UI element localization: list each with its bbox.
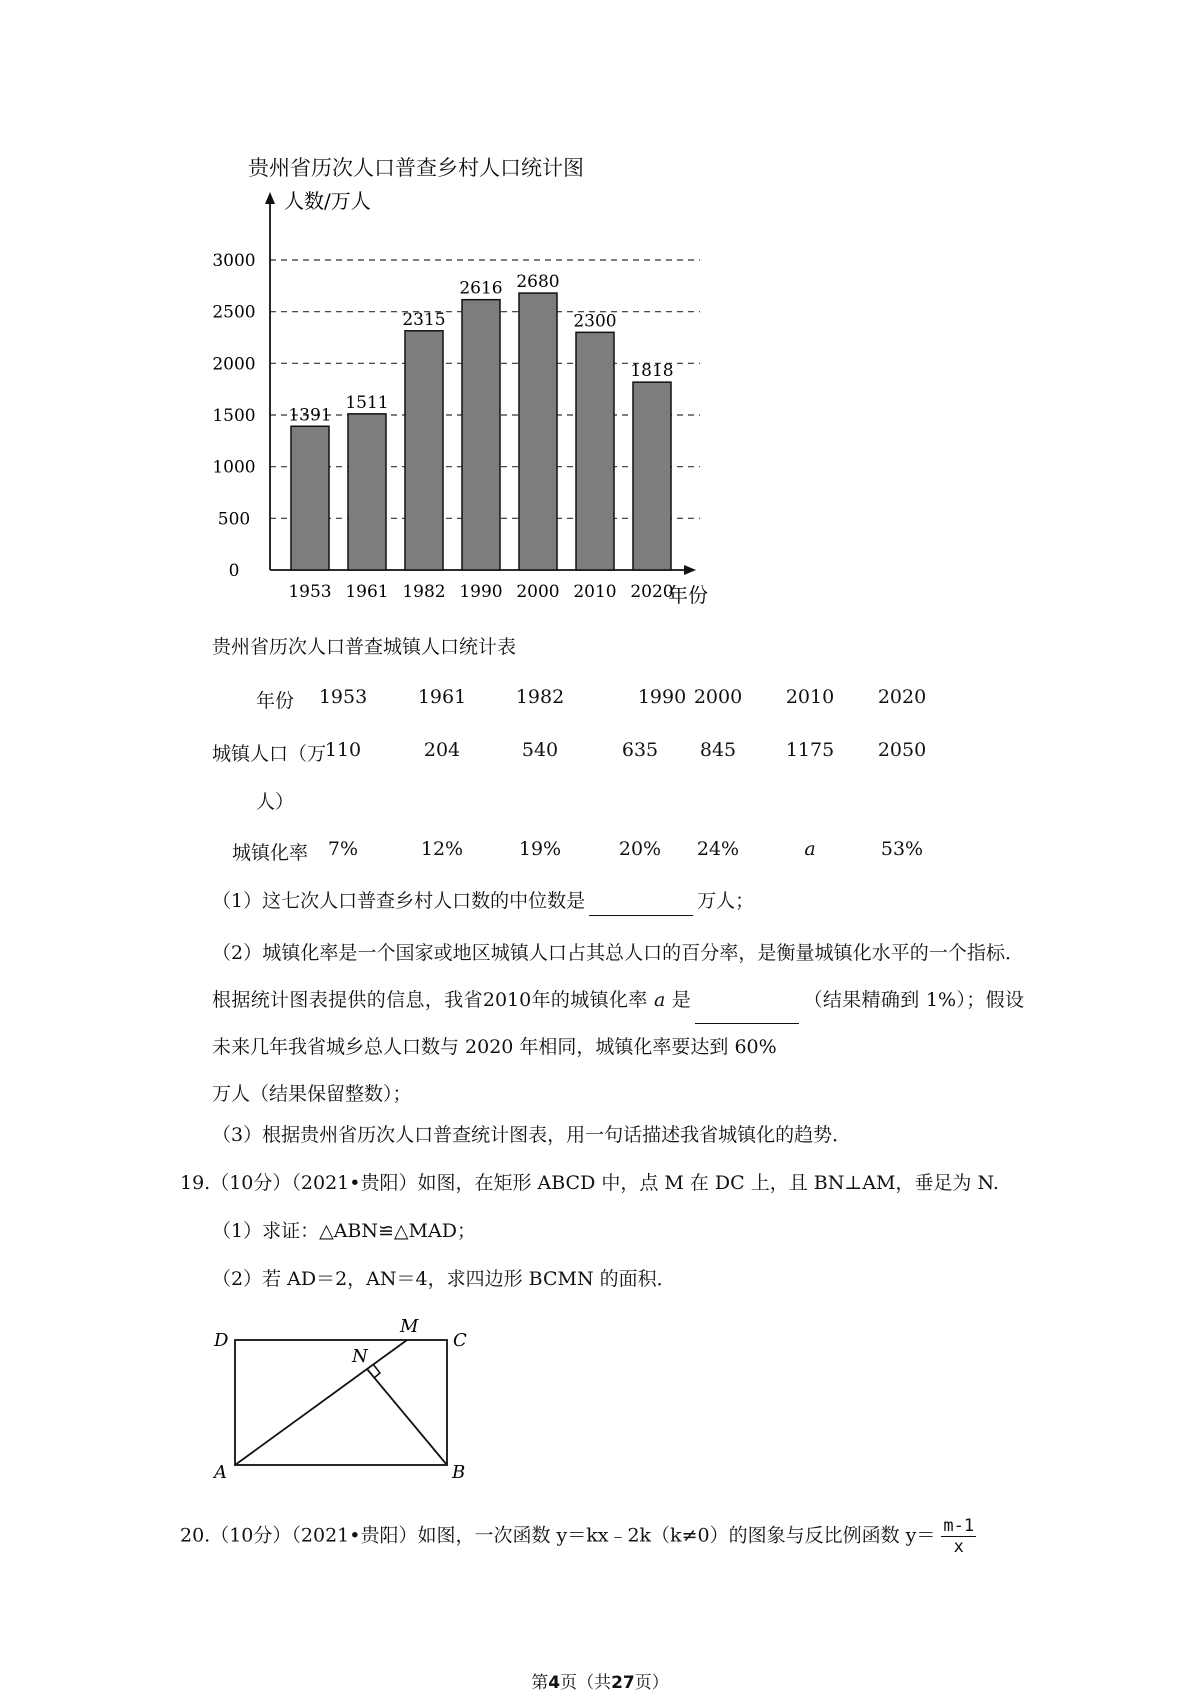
label-a: A bbox=[214, 1462, 227, 1480]
x-tick-label: 2020 bbox=[630, 582, 674, 602]
segment-am bbox=[235, 1340, 407, 1465]
y-tick-label: 3000 bbox=[212, 251, 256, 271]
fraction-denominator: x bbox=[953, 1537, 964, 1557]
year-cell: 1982 bbox=[515, 686, 565, 708]
urban-label-line2: 人） bbox=[256, 791, 295, 813]
bar-value-label: 2315 bbox=[402, 309, 446, 330]
chart-title: 贵州省历次人口普查乡村人口统计图 bbox=[248, 156, 584, 180]
q19-part1: （1）求证：△ABN≌△MAD； bbox=[212, 1220, 476, 1242]
q18-part2-text4: 万人（结果保留整数）； bbox=[212, 1083, 412, 1105]
q19-number: 19. bbox=[180, 1172, 211, 1194]
year-cell: 1953 bbox=[318, 686, 368, 708]
q18-part3: （3）根据贵州省历次人口普查统计图表，用一句话描述我省城镇化的趋势． bbox=[212, 1124, 852, 1146]
footer-post: 页） bbox=[634, 1673, 669, 1693]
page-footer bbox=[0, 1668, 1200, 1693]
bar bbox=[348, 414, 386, 570]
label-n: N bbox=[352, 1346, 368, 1367]
bar-value-label: 1511 bbox=[345, 392, 389, 413]
rate-label: 城镇化率 bbox=[232, 842, 309, 864]
rate-cell: 19% bbox=[518, 838, 562, 860]
rate-cell: 24% bbox=[696, 838, 740, 860]
label-b: B bbox=[452, 1462, 466, 1480]
x-tick-label: 1953 bbox=[288, 582, 332, 602]
x-tick-label: 2000 bbox=[516, 582, 560, 602]
bar bbox=[519, 293, 557, 570]
bar-value-label: 1391 bbox=[288, 405, 332, 426]
y-axis-arrow bbox=[265, 192, 275, 204]
footer-mid: 页（共 bbox=[560, 1673, 612, 1693]
y-tick-label: 1000 bbox=[212, 457, 256, 478]
bar bbox=[462, 300, 500, 570]
y-tick-label: 0 bbox=[228, 561, 240, 581]
answer-blank-1 bbox=[589, 895, 693, 916]
urban-label-line1: 城镇人口（万 bbox=[212, 743, 327, 765]
urban-cell: 845 bbox=[699, 739, 737, 761]
y-axis-label: 人数/万人 bbox=[284, 190, 371, 213]
q18-part1-text: （1）这七次人口普查乡村人口数的中位数是 bbox=[212, 890, 586, 912]
fraction bbox=[941, 1516, 976, 1557]
urban-cell: 635 bbox=[621, 739, 659, 761]
year-cell: 2000 bbox=[693, 686, 743, 708]
year-cell: 2020 bbox=[877, 686, 927, 708]
rate-cell: 20% bbox=[618, 838, 662, 860]
bar bbox=[633, 382, 671, 570]
y-tick-label: 2000 bbox=[212, 354, 256, 375]
bar bbox=[405, 331, 443, 570]
bar-value-label: 1818 bbox=[630, 361, 674, 382]
x-tick-label: 2010 bbox=[573, 582, 617, 602]
rate-cell: 7% bbox=[327, 838, 359, 860]
x-tick-label: 1982 bbox=[402, 582, 446, 602]
q18-part2-var: a bbox=[654, 989, 666, 1011]
urban-cell: 110 bbox=[324, 739, 362, 761]
q18-part2 bbox=[212, 930, 1024, 1118]
table-header-label: 年份 bbox=[256, 690, 295, 712]
year-cell: 1990 bbox=[637, 686, 687, 708]
x-tick-label: 1961 bbox=[345, 582, 389, 602]
rate-cell: 53% bbox=[880, 838, 924, 860]
x-axis-arrow bbox=[684, 565, 696, 575]
footer-total-pages: 27 bbox=[611, 1673, 635, 1693]
label-m: M bbox=[400, 1316, 419, 1337]
y-tick-label: 500 bbox=[217, 509, 251, 530]
rectangle-abcd bbox=[235, 1340, 447, 1465]
rate-cell: 12% bbox=[420, 838, 464, 860]
x-tick-label: 1990 bbox=[459, 582, 503, 602]
y-tick-label: 1500 bbox=[212, 406, 256, 426]
segment-bn bbox=[367, 1369, 447, 1465]
x-axis-label: 年份 bbox=[668, 583, 708, 607]
rate-cell: a bbox=[804, 838, 816, 860]
q18-part2-text2: 是 bbox=[671, 989, 692, 1011]
q19-stem: （10分）（2021•贵阳）如图，在矩形 ABCD 中，点 M 在 DC 上，且 BN⊥AM，垂足为 N. bbox=[210, 1172, 999, 1194]
q19-part2: （2）若 AD＝2，AN＝4，求四边形 BCMN 的面积． bbox=[212, 1268, 676, 1290]
urban-cell: 540 bbox=[521, 739, 559, 761]
q20-number: 20. bbox=[180, 1524, 211, 1547]
answer-blank-2 bbox=[695, 1003, 799, 1024]
y-tick-label: 2500 bbox=[212, 302, 256, 323]
q18-part2-text3: （结果精确到 1%）；假设未来几年我省城乡总人口数与 2020 年相同，城镇化率要达到 60% bbox=[212, 989, 1024, 1058]
urban-cell: 204 bbox=[423, 739, 461, 761]
q18-part2-text1: （2）城镇化率是一个国家或地区城镇人口占其总人口的百分率，是衡量城镇化水平的一个指标．根据统计图表提供的信息，我省2010年的城镇化率 bbox=[212, 942, 1024, 1011]
label-d: D bbox=[214, 1330, 229, 1351]
q20-text bbox=[180, 1516, 976, 1557]
q20-stem: （10分）（2021•贵阳）如图，一次函数 y＝kx﹣2k（k≠0）的图象与反比例函数 y＝ bbox=[210, 1524, 936, 1547]
q18-part1-unit: 万人； bbox=[697, 890, 755, 912]
bar-value-label: 2616 bbox=[459, 278, 503, 299]
urban-cell: 2050 bbox=[877, 739, 927, 761]
fraction-numerator: m-1 bbox=[943, 1516, 975, 1536]
footer-page-number: 4 bbox=[548, 1673, 561, 1693]
bar-chart bbox=[200, 190, 760, 620]
q18-part1 bbox=[212, 886, 754, 916]
bar bbox=[291, 426, 329, 570]
rectangle-figure bbox=[210, 1310, 470, 1480]
right-angle-mark bbox=[373, 1364, 380, 1378]
label-c: C bbox=[453, 1330, 467, 1351]
footer-pre: 第 bbox=[531, 1673, 549, 1693]
q19-text bbox=[180, 1168, 999, 1198]
bar bbox=[576, 332, 614, 570]
urban-cell: 1175 bbox=[785, 739, 835, 761]
table-title: 贵州省历次人口普查城镇人口统计表 bbox=[212, 636, 517, 658]
year-cell: 2010 bbox=[785, 686, 835, 708]
bar-value-label: 2300 bbox=[573, 311, 617, 332]
year-cell: 1961 bbox=[417, 686, 467, 708]
bar-value-label: 2680 bbox=[516, 272, 560, 293]
